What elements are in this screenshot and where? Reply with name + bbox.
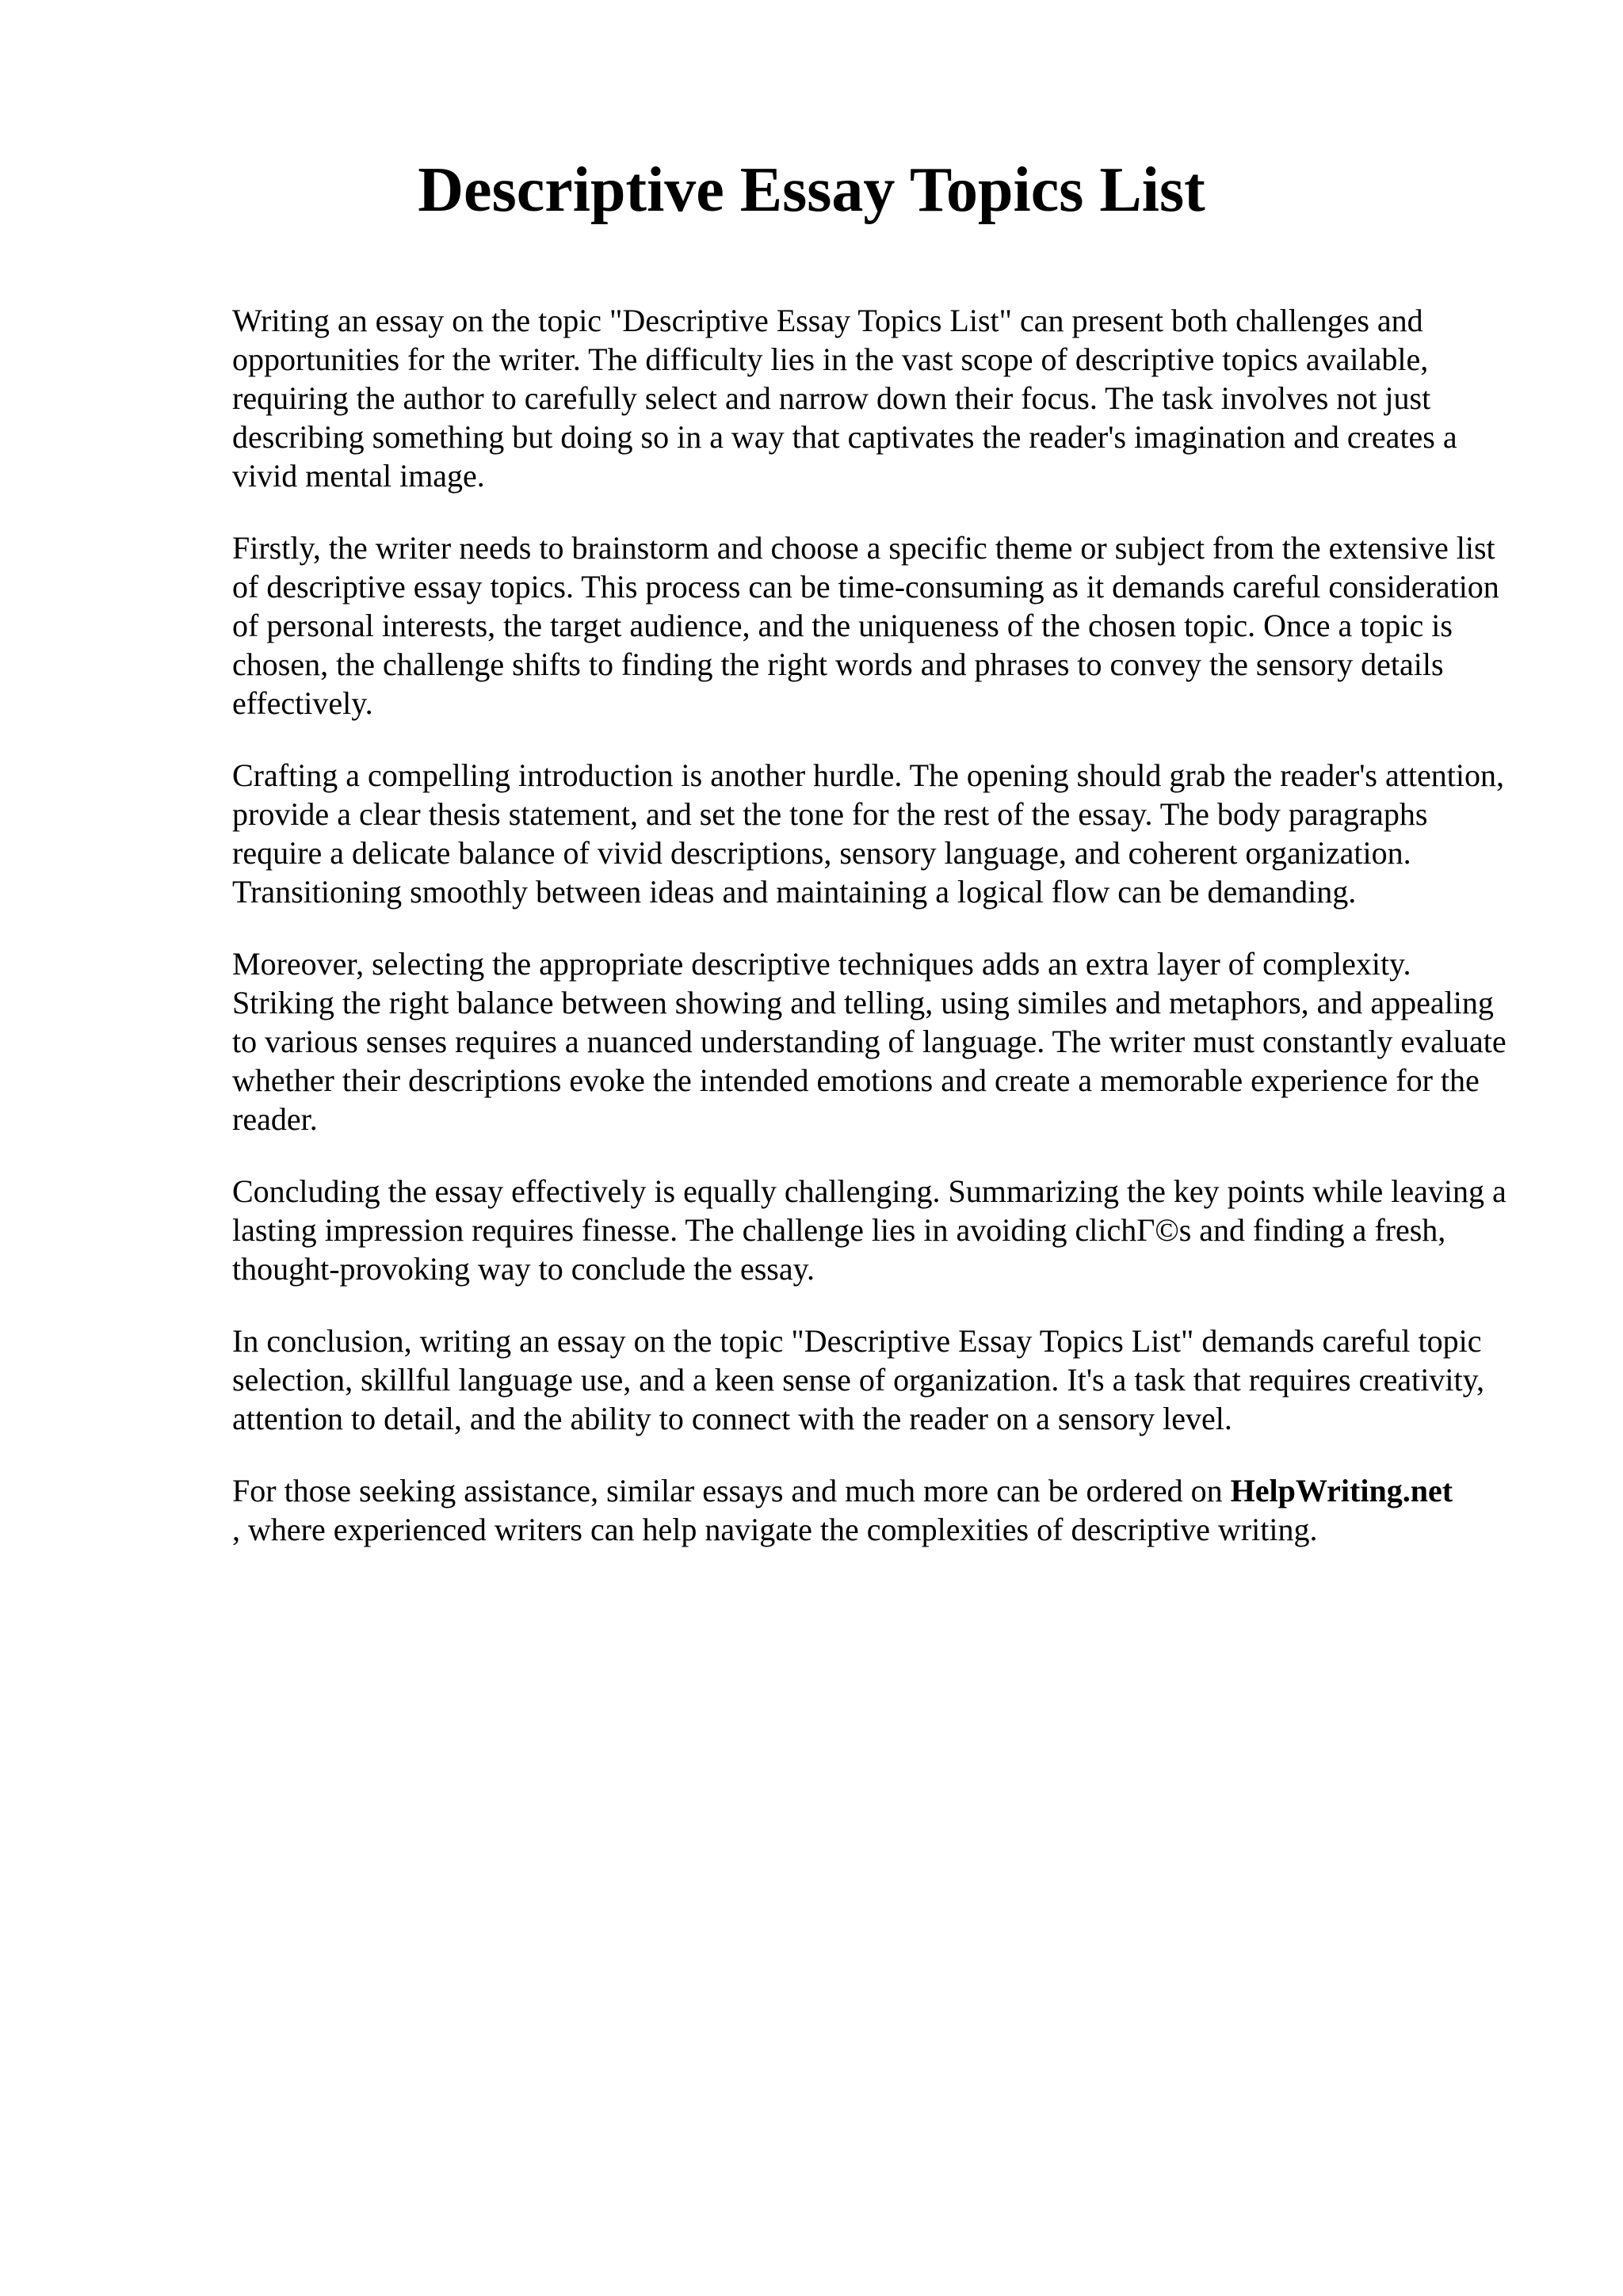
document-title: Descriptive Essay Topics List — [418, 155, 1205, 225]
paragraph-4: Moreover, selecting the appropriate descriptive techniques adds an extra layer of complexity. Striking the right balance between showing and telling, using similes and metaphors, and appealing to various senses requires a nuanced understanding of language. The writer must constantly evaluate whether their descriptions evoke the intended emotions and create a memorable experience for the reader. — [232, 946, 1507, 1137]
closing-paragraph — [232, 1471, 1516, 1549]
paragraph-2: Firstly, the writer needs to brainstorm and choose a specific theme or subject from the extensive list of descriptive essay topics. This process can be time-consuming as it demands careful consideration of personal interests, the target audience, and the uniqueness of the chosen topic. Once a topic is chosen, the challenge shifts to finding the right words and phrases to convey the sensory details effectively. — [232, 530, 1499, 721]
helpwriting-link[interactable]: HelpWriting.net — [1230, 1473, 1453, 1508]
closing-text-after-link: , where experienced writers can help navigate the complexities of descriptive writing. — [232, 1512, 1318, 1547]
closing-text-before-link: For those seeking assistance, similar essays and much more can be ordered on — [232, 1473, 1231, 1508]
paragraph-5: Concluding the essay effectively is equally challenging. Summarizing the key points while leaving a lasting impression requires finesse. The challenge lies in avoiding clichΓ©s and finding a fresh, thought-provoking way to conclude the essay. — [232, 1173, 1507, 1287]
paragraph-6: In conclusion, writing an essay on the topic "Descriptive Essay Topics List" demands careful topic selection, skillful language use, and a keen sense of organization. It's a task that requires creativity, attention to detail, and the ability to connect with the reader on a sensory level. — [232, 1323, 1485, 1436]
paragraph-1: Writing an essay on the topic "Descriptive Essay Topics List" can present both challenges and opportunities for the writer. The difficulty lies in the vast scope of descriptive topics available, requiring the author to carefully select and narrow down their focus. The task involves not just describing something but doing so in a way that captivates the reader's imagination and creates a vivid mental image. — [232, 303, 1457, 494]
paragraph-3: Crafting a compelling introduction is another hurdle. The opening should grab the reader's attention, provide a clear thesis statement, and set the tone for the rest of the essay. The body paragraphs require a delicate balance of vivid descriptions, sensory language, and coherent organization. Transitioning smoothly between ideas and maintaining a logical flow can be demanding. — [232, 757, 1504, 910]
document-body — [232, 301, 1516, 1582]
